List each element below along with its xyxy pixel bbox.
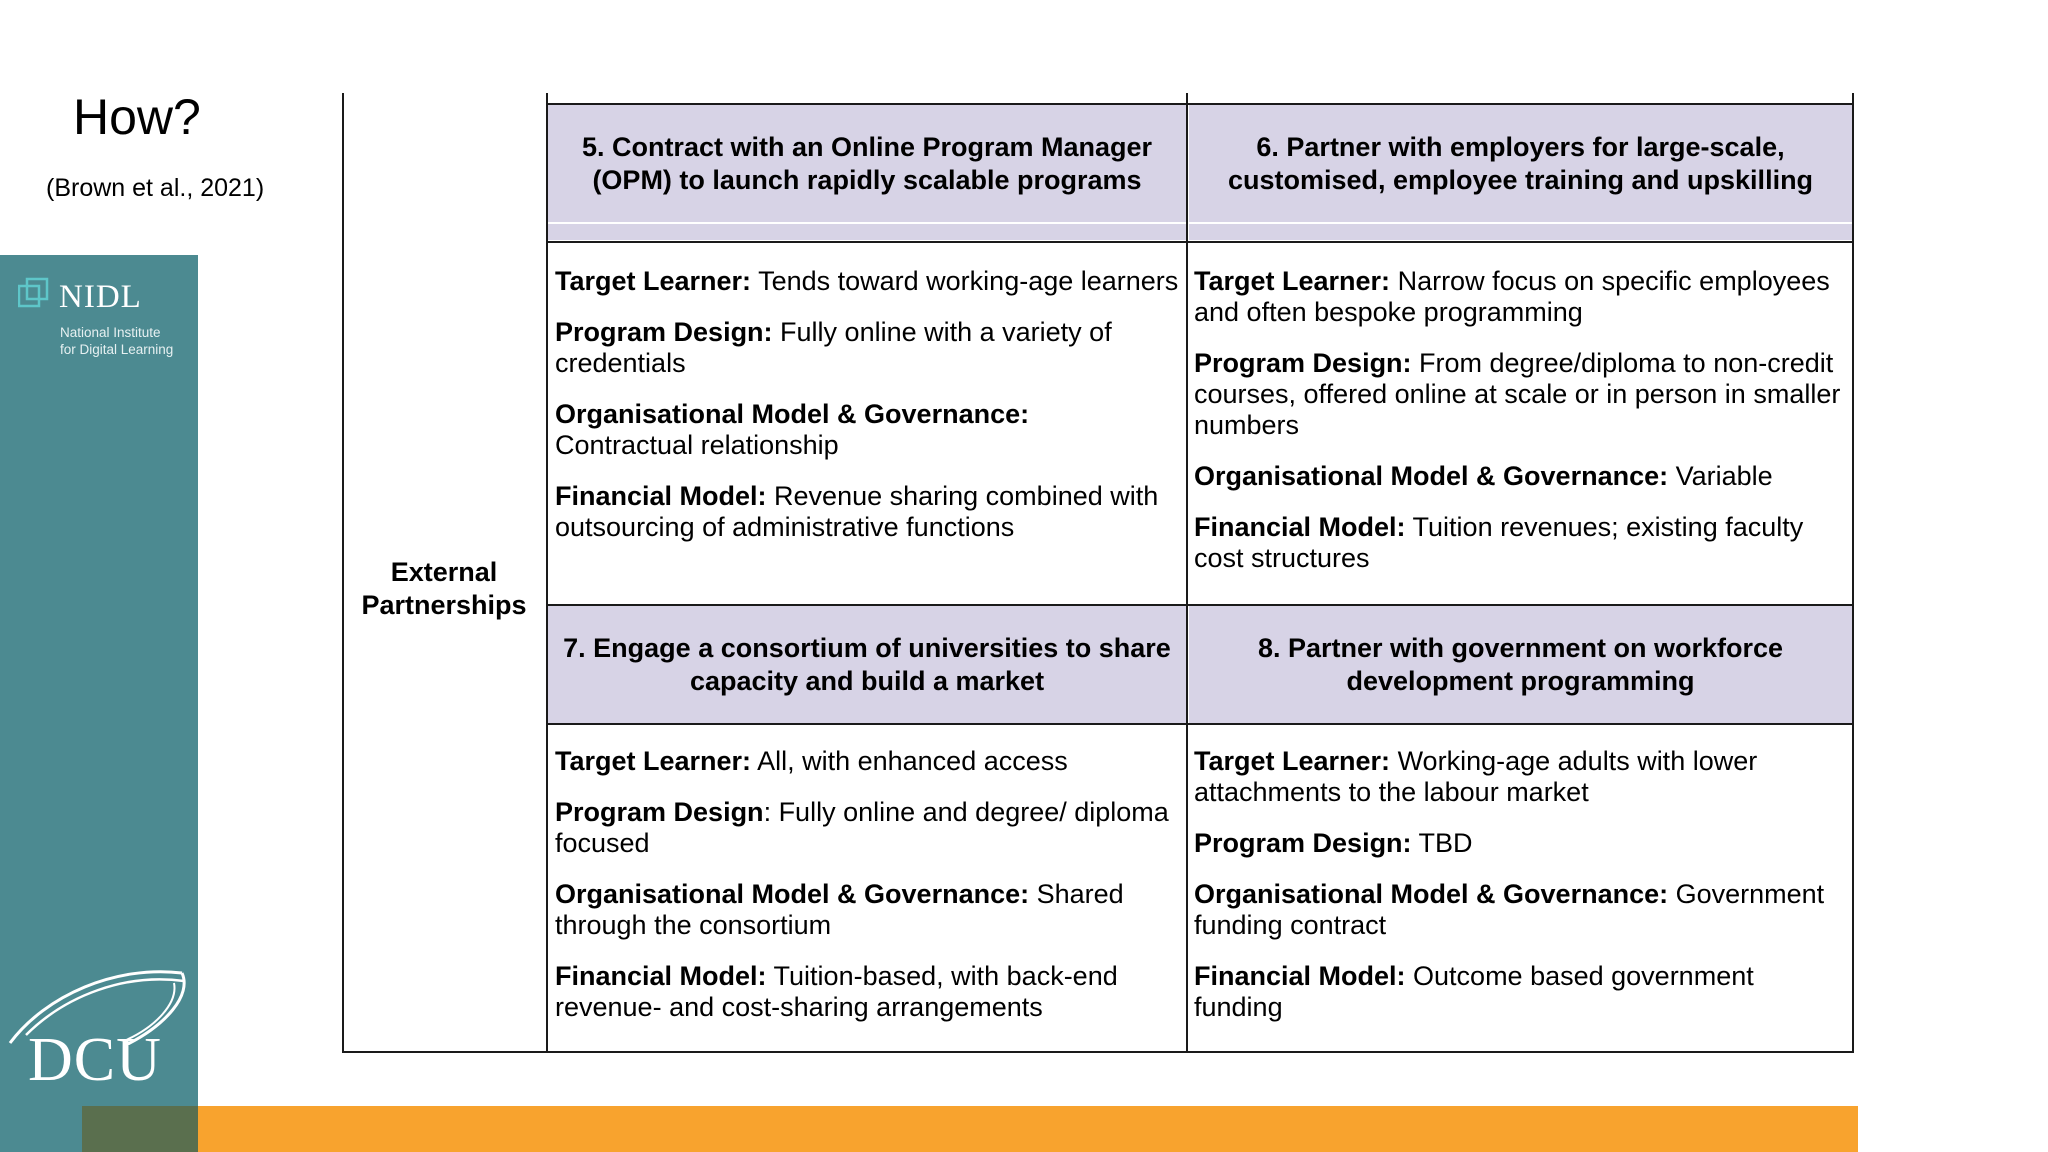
grid-line <box>1852 93 1854 1053</box>
nidl-name: NIDL <box>59 279 142 315</box>
partnership-table <box>342 103 1854 1053</box>
cell-6-financial-model: Financial Model: Tuition revenues; existing faculty cost structures <box>1194 512 1804 573</box>
cell-5-org-model: Organisational Model & Governance: Contractual relationship <box>555 399 1030 460</box>
cell-6-org-model: Organisational Model & Governance: Variable <box>1194 461 1773 491</box>
cell-8-org-model: Organisational Model & Governance: Government funding contract <box>1194 879 1825 940</box>
cell-5-financial-model: Financial Model: Revenue sharing combined with outsourcing of administrative functions <box>555 481 1159 542</box>
cell-8-header-text: 8. Partner with government on workforce development programming <box>1257 632 1784 696</box>
grid-line <box>1186 93 1188 1053</box>
cell-6-header <box>1189 105 1852 222</box>
nidl-mark-icon <box>18 277 50 311</box>
dcu-logo <box>6 955 190 1095</box>
cell-6-target-learner: Target Learner: Narrow focus on specific employees and often bespoke programming <box>1194 266 1830 327</box>
cell-8-program-design: Program Design: TBD <box>1194 828 1473 858</box>
cell-5-body <box>555 266 1180 563</box>
cell-5-header-text: 5. Contract with an Online Program Manager (OPM) to launch rapidly scalable programs <box>581 131 1153 195</box>
cell-5-target-learner: Target Learner: Tends toward working-age learners <box>555 266 1179 296</box>
sidebar-panel <box>0 255 198 1152</box>
cell-7-header <box>548 606 1186 723</box>
grid-line <box>546 93 548 1053</box>
nidl-subtitle <box>60 324 173 358</box>
grid-line <box>546 723 1854 725</box>
cell-7-body <box>555 746 1180 1043</box>
grid-line <box>546 103 1854 105</box>
footer-bar <box>198 1106 1858 1152</box>
cell-7-program-design: Program Design: Fully online and degree/ diploma focused <box>555 797 1169 858</box>
cell-6-body <box>1194 266 1848 594</box>
grid-line <box>546 241 1854 243</box>
cell-7-header-text: 7. Engage a consortium of universities to share capacity and build a market <box>563 632 1171 696</box>
nidl-logo <box>14 277 194 367</box>
nidl-sub-line2: for Digital Learning <box>60 342 174 357</box>
slide-title: How? <box>73 89 201 145</box>
grid-line <box>342 1051 1854 1053</box>
cell-5-header <box>548 105 1186 222</box>
grid-line <box>546 604 1854 606</box>
cell-8-body <box>1194 746 1848 1043</box>
cell-6-header-text: 6. Partner with employers for large-scale, customised, employee training and upskilling <box>1227 131 1814 195</box>
cell-7-org-model: Organisational Model & Governance: Shared through the consortium <box>555 879 1124 940</box>
cell-7-financial-model: Financial Model: Tuition-based, with back-end revenue- and cost-sharing arrangements <box>555 961 1118 1022</box>
nidl-sub-line1: National Institute <box>60 325 161 340</box>
cell-6-program-design: Program Design: From degree/diploma to non-credit courses, offered online at scale or in person in smaller numbers <box>1194 348 1841 440</box>
footer-bar-dark <box>82 1106 198 1152</box>
row-label-text: External Partnerships <box>361 557 527 620</box>
cell-7-header-fill <box>548 224 1186 240</box>
row-label-external-partnerships <box>342 103 546 1053</box>
dcu-wordmark: DCU <box>28 1026 162 1094</box>
cell-5-program-design: Program Design: Fully online with a variety of credentials <box>555 317 1112 378</box>
cell-8-financial-model: Financial Model: Outcome based government funding <box>1194 961 1754 1022</box>
slide-citation: (Brown et al., 2021) <box>46 174 265 202</box>
cell-8-target-learner: Target Learner: Working-age adults with lower attachments to the labour market <box>1194 746 1758 807</box>
cell-8-header <box>1189 606 1852 723</box>
cell-6-header-fill <box>1189 224 1852 240</box>
cell-7-target-learner: Target Learner: All, with enhanced access <box>555 746 1068 776</box>
